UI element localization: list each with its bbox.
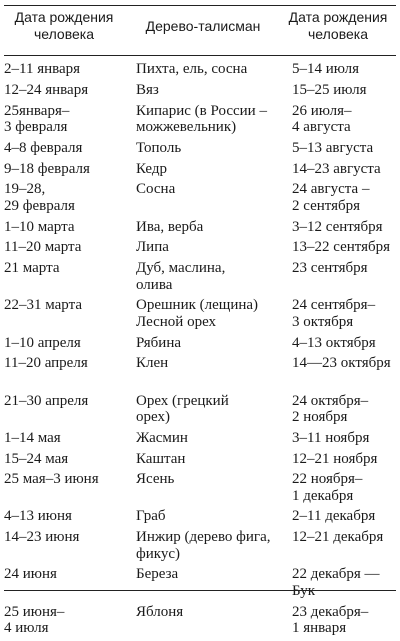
birth-date-cell: 11–20 марта: [4, 239, 82, 256]
tree-cell: Пихта, ель, сосна: [136, 61, 248, 77]
birth-date-cell: 3–11 ноября: [292, 429, 370, 446]
birth-date-cell: 5–13 августа: [292, 139, 374, 156]
birth-date-cell: 12–21 ноября: [292, 450, 378, 467]
birth-date-cell: 14–23 августа: [292, 160, 381, 177]
birth-date-cell: 2–11 декабря: [292, 508, 376, 525]
table-row: [0, 297, 400, 334]
tree-cell: Орешник (лещина) Лесной орех: [136, 297, 259, 330]
table-row: [0, 430, 400, 451]
table-row: [0, 140, 400, 161]
tree-cell: Каштан: [136, 450, 186, 467]
birth-date-cell: 24 сентября– 3 октября: [292, 297, 376, 330]
table-row: [0, 103, 400, 140]
birth-date-cell: 11–20 апреля: [4, 355, 88, 372]
table-top-rule: [4, 5, 396, 6]
table-row: [0, 508, 400, 529]
birth-date-cell: 25 мая–3 июня: [4, 471, 99, 488]
table-row: [0, 239, 400, 260]
header-rule: [4, 55, 396, 56]
birth-date-cell: 24 октября– 2 ноября: [292, 392, 369, 425]
birth-date-cell: 2–11 января: [4, 61, 81, 77]
birth-date-cell: 3–12 сентября: [292, 218, 383, 235]
table-row: [0, 355, 400, 392]
birth-date-cell: 26 июля– 4 августа: [292, 102, 352, 135]
birth-date-cell: 25 июня– 4 июля: [4, 603, 65, 637]
birth-date-cell: 5–14 июля: [292, 61, 359, 77]
header-birth-date-left: Дата рождения человека: [14, 9, 114, 42]
birth-date-cell: 4–8 февраля: [4, 139, 83, 156]
table-row: [0, 260, 400, 297]
birth-date-cell: 21–30 апреля: [4, 392, 89, 409]
talisman-table: [0, 61, 400, 641]
tree-cell: Кедр: [136, 160, 168, 177]
tree-cell: Вяз: [136, 81, 159, 98]
birth-date-cell: 22 ноября– 1 декабря: [292, 471, 363, 504]
tree-cell: Сосна: [136, 181, 176, 198]
table-row: [0, 604, 400, 641]
table-row: [0, 82, 400, 103]
header-talisman-tree: Дерево-талисман: [145, 18, 261, 34]
table-row: [0, 393, 400, 430]
tree-cell: Дуб, маслина, олива: [136, 260, 226, 293]
birth-date-cell: 14—23 октября: [292, 355, 391, 372]
birth-date-cell: 22 декабря — Бук: [292, 566, 380, 599]
birth-date-cell: 24 августа – 2 сентября: [292, 181, 370, 214]
table-bottom-rule: [4, 590, 396, 591]
birth-date-cell: 22–31 марта: [4, 297, 82, 314]
birth-date-cell: 12–24 января: [4, 81, 89, 98]
tree-cell: Яблоня: [136, 603, 184, 620]
birth-date-cell: 19–28, 29 февраля: [4, 181, 75, 214]
birth-date-cell: 4–13 октября: [292, 334, 376, 351]
tree-cell: Ясень: [136, 471, 175, 488]
birth-date-cell: 23 сентября: [292, 260, 368, 277]
birth-date-cell: 24 июня: [4, 566, 57, 583]
birth-date-cell: 1–14 мая: [4, 429, 61, 446]
header-birth-date-right: Дата рождения человека: [288, 9, 388, 42]
birth-date-cell: 21 марта: [4, 260, 60, 277]
birth-date-cell: 23 декабря– 1 января: [292, 603, 369, 637]
birth-date-cell: 15–24 мая: [4, 450, 69, 467]
tree-cell: Береза: [136, 566, 179, 583]
table-row: [0, 471, 400, 508]
birth-date-cell: 15–25 июля: [292, 81, 367, 98]
table-row: [0, 219, 400, 240]
tree-cell: Рябина: [136, 334, 182, 351]
table-row: [0, 161, 400, 182]
birth-date-cell: 14–23 июня: [4, 529, 80, 546]
tree-cell: Ива, верба: [136, 218, 204, 235]
table-row: [0, 529, 400, 566]
birth-date-cell: 12–21 декабря: [292, 529, 384, 546]
tree-cell: Кипарис (в России – можжевельник): [136, 102, 267, 135]
table-row: [0, 335, 400, 356]
tree-cell: Граб: [136, 508, 166, 525]
birth-date-cell: 1–10 марта: [4, 218, 75, 235]
table-row: [0, 566, 400, 603]
table-row: [0, 451, 400, 472]
tree-cell: Жасмин: [136, 429, 188, 446]
birth-date-cell: 4–13 июня: [4, 508, 72, 525]
tree-cell: Тополь: [136, 139, 182, 156]
table-row: [0, 61, 400, 82]
tree-cell: Инжир (дерево фига, фикус): [136, 529, 271, 562]
tree-cell: Липа: [136, 239, 169, 256]
birth-date-cell: 9–18 февраля: [4, 160, 90, 177]
birth-date-cell: 1–10 апреля: [4, 334, 81, 351]
tree-cell: Орех (грецкий орех): [136, 392, 229, 425]
birth-date-cell: 25января– 3 февраля: [4, 102, 70, 135]
table-row: [0, 181, 400, 218]
tree-cell: Клен: [136, 355, 169, 372]
birth-date-cell: 13–22 сентября: [292, 239, 391, 256]
